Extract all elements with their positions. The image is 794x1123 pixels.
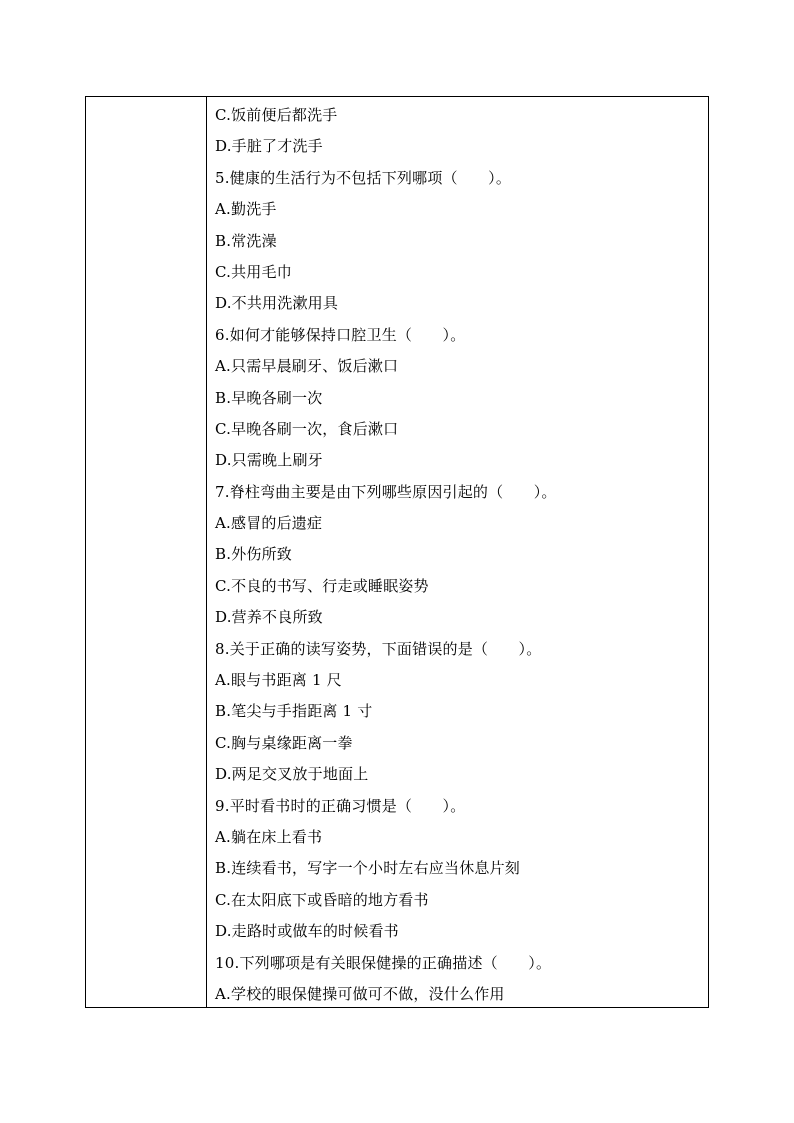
option-line: A.只需早晨刷牙、饭后漱口 [215, 357, 399, 376]
option-line: D.不共用洗漱用具 [215, 294, 339, 313]
document-table [85, 96, 709, 1008]
option-line: C.早晚各刷一次，食后漱口 [215, 419, 399, 438]
option-line: B.常洗澡 [215, 231, 277, 250]
option-line: C.在太阳底下或昏暗的地方看书 [215, 890, 429, 909]
option-line: A.学校的眼保健操可做可不做，没什么作用 [215, 984, 505, 1003]
question-list [215, 100, 704, 1010]
option-line: D.只需晚上刷牙 [215, 451, 323, 470]
option-line: A.眼与书距离 1 尺 [215, 671, 342, 690]
option-line: B.连续看书，写字一个小时左右应当休息片刻 [215, 859, 520, 878]
option-line: C.胸与桌缘距离一拳 [215, 733, 353, 752]
option-line: A.勤洗手 [215, 200, 277, 219]
option-line: C.共用毛巾 [215, 262, 292, 281]
option-line: C.饭前便后都洗手 [215, 106, 338, 124]
question-line: 9.平时看书时的正确习惯是（ ）。 [215, 796, 466, 815]
option-line: D.两足交叉放于地面上 [215, 765, 369, 784]
question-line: 6.如何才能够保持口腔卫生（ ）。 [215, 325, 466, 344]
option-line: A.躺在床上看书 [215, 827, 323, 846]
question-line: 8.关于正确的读写姿势，下面错误的是（ ）。 [215, 639, 542, 658]
question-line: 7.脊柱弯曲主要是由下列哪些原因引起的（ ）。 [215, 482, 557, 501]
option-line: B.外伤所致 [215, 545, 292, 564]
question-line: 5.健康的生活行为不包括下列哪项（ ）。 [215, 168, 512, 187]
table-left-cell [86, 97, 207, 1007]
option-line: D.走路时或做车的时候看书 [215, 922, 399, 941]
option-line: D.营养不良所致 [215, 608, 323, 627]
question-line: 10.下列哪项是有关眼保健操的正确描述（ ）。 [215, 953, 552, 972]
option-line: A.感冒的后遗症 [215, 514, 323, 533]
option-line: C.不良的书写、行走或睡眠姿势 [215, 576, 429, 595]
option-line: B.笔尖与手指距离 1 寸 [215, 702, 373, 721]
option-line: D.手脏了才洗手 [215, 137, 323, 156]
option-line: B.早晚各刷一次 [215, 388, 323, 407]
table-content-cell [207, 97, 708, 1007]
